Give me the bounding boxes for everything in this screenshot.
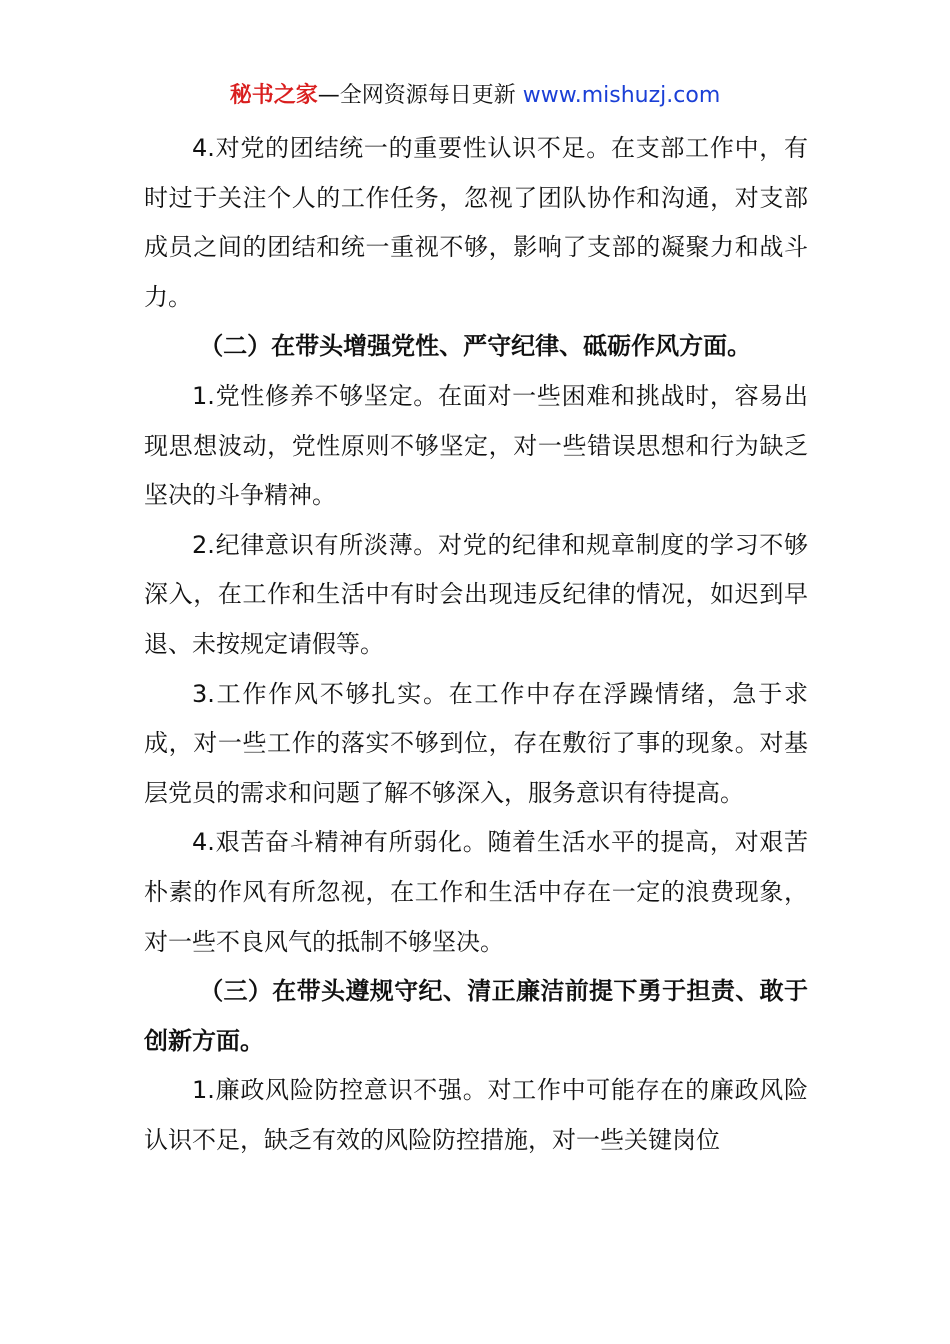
- paragraph: 1.廉政风险防控意识不强。对工作中可能存在的廉政风险认识不足，缺乏有效的风险防控措施，对一些关键岗位: [144, 1076, 808, 1154]
- paragraph: 1.党性修养不够坚定。在面对一些困难和挑战时，容易出现思想波动，党性原则不够坚定，对一些错误思想和行为缺乏坚决的斗争精神。: [144, 381, 808, 510]
- paragraph: 4.对党的团结统一的重要性认识不足。在支部工作中，有时过于关注个人的工作任务，忽视了团队协作和沟通，对支部成员之间的团结和统一重视不够，影响了支部的凝聚力和战斗力。: [144, 134, 808, 311]
- section-heading: （三）在带头遵规守纪、清正廉洁前提下勇于担责、敢于创新方面。: [144, 977, 808, 1055]
- section-heading: （二）在带头增强党性、严守纪律、砥砺作风方面。: [199, 332, 752, 361]
- document-body: [144, 124, 808, 1165]
- site-header: [0, 78, 950, 114]
- paragraph: 3.工作作风不够扎实。在工作中存在浮躁情绪，急于求成，对一些工作的落实不够到位，存在敷衍了事的现象。对基层党员的需求和问题了解不够深入，服务意识有待提高。: [144, 679, 808, 807]
- site-tagline: —全网资源每日更新: [317, 83, 516, 108]
- site-url-link[interactable]: www.mishuzj.com: [522, 83, 721, 108]
- paragraph: 2.纪律意识有所淡薄。对党的纪律和规章制度的学习不够深入，在工作和生活中有时会出现违反纪律的情况，如迟到早退、未按规定请假等。: [144, 530, 808, 658]
- site-brand: 秘书之家: [229, 83, 318, 108]
- paragraph: 4.艰苦奋斗精神有所弱化。随着生活水平的提高，对艰苦朴素的作风有所忽视，在工作和生活中存在一定的浪费现象，对一些不良风气的抵制不够坚决。: [144, 828, 808, 956]
